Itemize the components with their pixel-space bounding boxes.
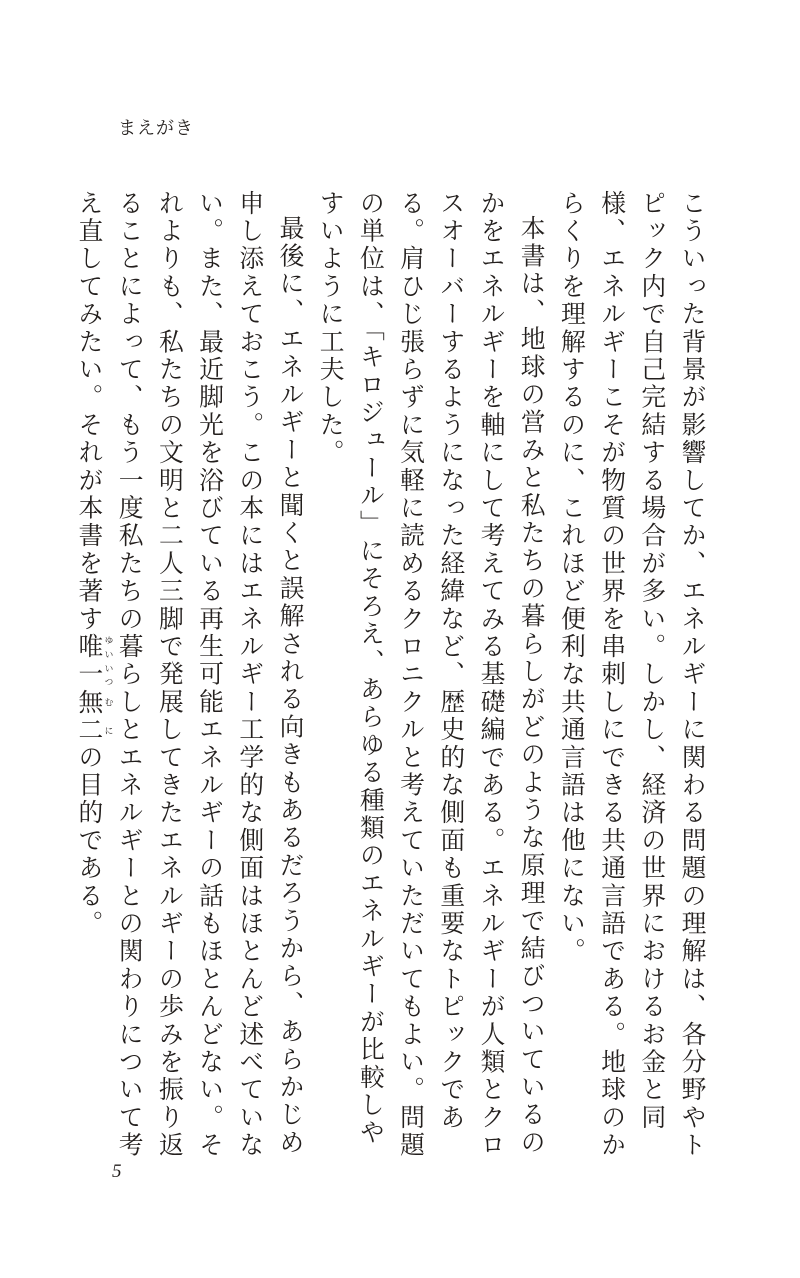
running-head: まえがき	[118, 118, 194, 139]
ruby-base-yuiitsu: 唯一	[74, 633, 104, 689]
ruby-base-muni: 無二	[74, 688, 104, 745]
ruby-muni	[74, 688, 113, 745]
ruby-yuiitsu	[74, 633, 113, 689]
page-number: 5	[112, 1161, 122, 1182]
paragraph-3-main-text: 最後に、エネルギーと聞くと誤解される向きもあるだろうから、あらかじめ申し添えておこう。この本にはエネルギー工学的な側面はほとんど述べていない。また、最近脚光を浴びている再生可能エネルギーの話もほとんどない。それよりも、私たちの文明と二人三脚で発展してきたエネルギーの歩みを振り返ることによって、もう一度私たちの暮らしとエネルギーとの関わりについて考え直してみたい。それが本書を著す	[74, 190, 305, 1160]
paragraph-1: こういった背景が影響してか、エネルギーに関わる問題の理解は、各分野やトピック内で自己完結する場合が多い。しかし、経済の世界におけるお金と同様、エネルギーこそが物質の世界を串刺しにできる共通言語である。地球のからくりを理解するのに、これほど便利な共通言語は他にない。	[557, 190, 707, 1160]
body-text	[72, 190, 712, 1170]
paragraph-3-closing-text: の目的である。	[74, 744, 104, 938]
paragraph-2: 本書は、地球の営みと私たちの暮らしがどのような原理で結びついているのかをエネルギーを軸にして考えてみる基礎編である。エネルギーが人類とクロスオーバーするようになった経緯など、歴史的な側面も重要なトピックである。肩ひじ張らずに気軽に読めるクロニクルと考えていただいてもよい。問題の単位は、「キロジュール」にそろえ、あらゆる種類のエネルギーが比較しやすいように工夫した。	[316, 190, 547, 1160]
ruby-reading-muni: むに	[102, 688, 113, 745]
ruby-reading-yuiitsu: ゆいいつ	[102, 633, 113, 689]
paragraph-3	[72, 190, 310, 1170]
